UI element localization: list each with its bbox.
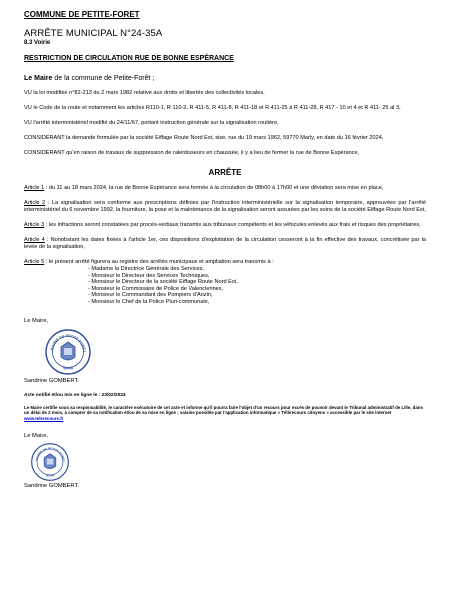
article-3 bbox=[24, 222, 426, 229]
list-item: - Monsieur le Chef de la Police Pluri-communale, bbox=[88, 298, 210, 305]
considerant-2: CONSIDÉRANT qu'en raison de travaux de suppression de ralentisseurs en chaussée, il y a lieu de fermer la rue de Bonne Espérance, bbox=[24, 150, 360, 156]
list-item: - Monsieur le Commandant des Pompiers d'Anzin, bbox=[88, 292, 213, 299]
telerecours-link[interactable]: www.telerecours.fr bbox=[24, 415, 64, 421]
article-label: Article 5 bbox=[24, 259, 45, 265]
vu-3: VU l'arrêté interministériel modifié du 24/11/67, portant instruction générale sur la signalisation routière, bbox=[24, 120, 279, 126]
article-1 bbox=[24, 185, 426, 192]
document-title: RESTRICTION DE CIRCULATION RUE DE BONNE ESPÉRANCE bbox=[24, 55, 234, 62]
legal-notice bbox=[24, 405, 426, 422]
publication-date: Acte notifié et/ou mis en ligne le : 23/02/2024 bbox=[24, 392, 126, 398]
signature-name: Sandrine GOMBERT. bbox=[24, 377, 79, 384]
article-text: : les infractions seront constatées par procès-verbaux transmis aux tribunaux compétents et les véhicules enlevés aux frais et risques des propriétaires, bbox=[44, 222, 421, 228]
svg-text:MAIRIE DE PETITE-FORÊT: MAIRIE DE PETITE-FORÊT bbox=[34, 446, 66, 463]
category-label: 8.3 Voirie bbox=[24, 40, 51, 46]
list-item: - Madame la Directrice Générale des Services, bbox=[88, 266, 204, 272]
legal-notice-text: Le Maire certifie sous sa responsabilité, le caractère exécutoire de cet acte et informe qu'il pourra faire l'objet d'un recours pour excès de pouvoir devant le Tribunal administratif de Lille, dans un délai de 2 mois, à compter de sa notification et/ou de sa mise en ligne ; saisine possible par l'application informatique « Télérecours citoyens » accessible par le site internet bbox=[24, 404, 423, 416]
article-text: : La signalisation sera conforme aux prescriptions définies par l'instruction interministérielle sur la signalisation temporaire, approuvées par l'arrêté interministériel du 6 novembre 1992, la fourniture, la pose et la maintenance de la signalisation seront assurées par les soins de la société Eiffage Route Nord Est, bbox=[24, 200, 426, 213]
article-text: : Nonobstant les dates fixées à l'article 1er, ces dispositions d'exploitation de la circulation cesseront à la fin effective des travaux, concrétisée par la levée de la signalisation, bbox=[24, 237, 426, 250]
article-text: : du 11 au 18 mars 2024, la rue de Bonne Espérance sera fermée à la circulation de 08h00 à 17h00 et une déviation sera mise en place, bbox=[44, 185, 384, 191]
mairie-seal-icon bbox=[44, 328, 92, 376]
recipient-list bbox=[24, 266, 426, 306]
svg-text:59494: 59494 bbox=[45, 473, 55, 478]
article-5 bbox=[24, 259, 426, 266]
article-label: Article 2 bbox=[24, 200, 46, 206]
article-label: Article 1 bbox=[24, 185, 45, 191]
vu-1: VU la loi modifiée n°82-213 du 2 mars 1982 relative aux droits et libertés des collectivités locales, bbox=[24, 90, 265, 96]
commune-name: COMMUNE DE PETITE-FORET bbox=[24, 10, 140, 19]
arrete-number: ARRÊTE MUNICIPAL N°24-35A bbox=[24, 28, 163, 39]
vu-2: VU le Code de la route et notamment les articles R110-1, R 110-2, R 411-5, R 411-8, R 411-18 et R 411-25 à R 411-28, R 417 - 10 et 4 et R 411- 25 al 3, bbox=[24, 105, 401, 111]
article-2 bbox=[24, 200, 426, 214]
article-label: Article 3 bbox=[24, 222, 45, 228]
svg-text:MAIRIE DE PETITE-FORÊT: MAIRIE DE PETITE-FORÊT bbox=[50, 333, 87, 352]
mairie-seal-icon bbox=[30, 442, 70, 482]
maire-line bbox=[24, 75, 426, 82]
article-4 bbox=[24, 237, 426, 251]
list-item: - Monsieur le Directeur des Services Techniques, bbox=[88, 272, 210, 279]
signature-role: Le Maire, bbox=[24, 317, 49, 324]
document-page bbox=[24, 10, 426, 489]
svg-text:59494: 59494 bbox=[63, 366, 73, 371]
considerant-1: CONSIDÉRANT la demande formulée par la société Eiffage Route Nord Est, sise, rue du 19 mars 1962, 59770 Marly, en date du 16 février 2024, bbox=[24, 135, 384, 141]
list-item: - Monsieur le Directeur de la société Eiffage Route Nord Est, bbox=[88, 279, 238, 286]
signature-name: Sandrine GOMBERT. bbox=[24, 483, 79, 490]
signature-block bbox=[24, 318, 426, 384]
article-text: : le présent arrêté figurera au registre des arrêtés municipaux et ampliation sera transmis à : bbox=[44, 259, 274, 265]
list-item: - Monsieur le Commissaire de Police de Valenciennes, bbox=[88, 285, 224, 292]
signature-role: Le Maire, bbox=[24, 433, 49, 440]
maire-bold: Le Maire bbox=[24, 75, 53, 82]
maire-rest: de la commune de Petite-Forêt ; bbox=[52, 75, 155, 82]
signature-block-2 bbox=[24, 433, 426, 489]
article-label: Article 4 bbox=[24, 237, 45, 243]
arrete-heading: ARRÊTE bbox=[208, 168, 242, 177]
